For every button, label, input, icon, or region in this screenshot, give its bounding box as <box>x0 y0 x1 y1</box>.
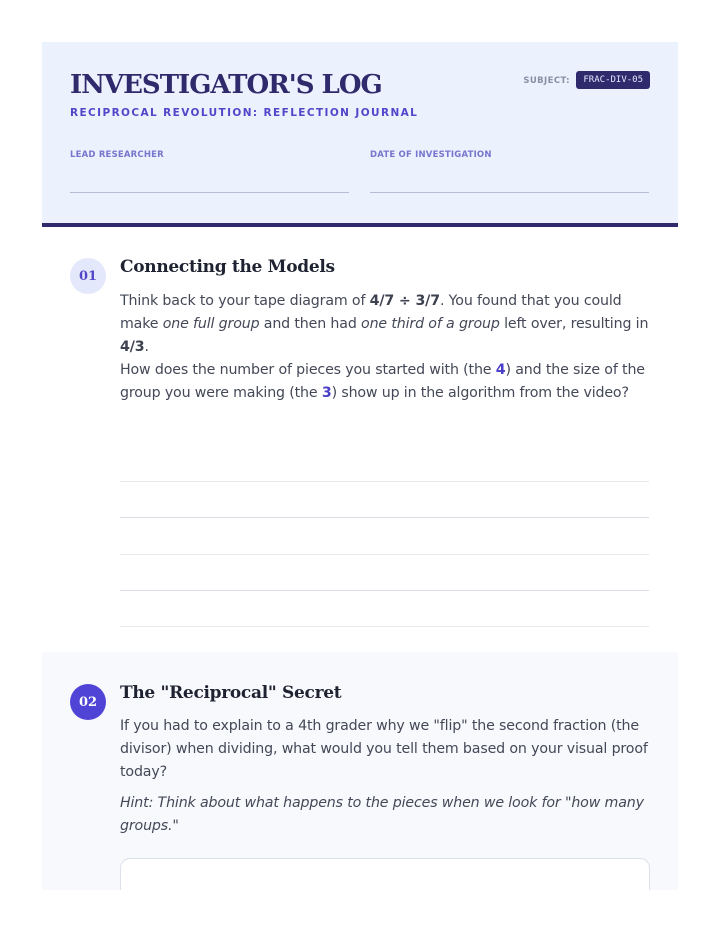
text-run: and then had <box>259 316 362 332</box>
worksheet-page <box>42 42 678 890</box>
prompt-paragraph-2 <box>120 359 650 405</box>
page-subtitle: RECIPROCAL REVOLUTION: REFLECTION JOURNAL <box>70 107 419 119</box>
subject-code-badge: FRAC-DIV-05 <box>576 71 650 89</box>
section-connecting-models <box>42 227 678 652</box>
section-number-badge: 02 <box>70 684 106 720</box>
lead-researcher-line[interactable] <box>70 192 349 193</box>
prompt-question: If you had to explain to a 4th grader why we "flip" the second fraction (the divisor) when dividing, what would you tell them based on your visual proof today? <box>120 718 648 780</box>
answer-lines[interactable] <box>120 446 649 627</box>
section-number-badge: 01 <box>70 258 106 294</box>
date-field[interactable] <box>370 150 649 193</box>
text-run: left over, resulting in <box>499 316 649 332</box>
answer-box[interactable] <box>120 858 650 890</box>
emphasis: one full group <box>162 316 260 332</box>
result-value: 4/3 <box>120 339 145 355</box>
text-run: . <box>144 339 149 355</box>
date-label: DATE OF INVESTIGATION <box>370 150 492 160</box>
text-run: . You found that you could make <box>120 293 622 332</box>
lead-researcher-label: LEAD RESEARCHER <box>70 150 164 160</box>
answer-line[interactable] <box>120 518 649 554</box>
page-title: INVESTIGATOR'S LOG <box>70 70 382 100</box>
prompt-paragraph-1 <box>120 290 650 359</box>
answer-line[interactable] <box>120 446 649 482</box>
answer-line[interactable] <box>120 555 649 591</box>
text-run: How does the number of pieces you started with (the <box>120 362 496 378</box>
date-line[interactable] <box>370 192 649 193</box>
answer-line[interactable] <box>120 482 649 518</box>
expression: 4/7 ÷ 3/7 <box>369 293 440 309</box>
highlight-number: 4 <box>495 362 506 378</box>
text-run: ) and the size of the group you were making (the <box>120 362 645 401</box>
answer-line[interactable] <box>120 591 649 627</box>
lead-researcher-field[interactable] <box>70 150 349 193</box>
section-title: Connecting the Models <box>120 257 335 277</box>
text-run: Think back to your tape diagram of <box>120 293 370 309</box>
section-reciprocal-secret <box>42 652 678 890</box>
emphasis: one third of a group <box>361 316 500 332</box>
log-header <box>42 42 678 227</box>
highlight-number: 3 <box>321 385 332 401</box>
text-run: ) show up in the algorithm from the video? <box>331 385 629 401</box>
section-title: The "Reciprocal" Secret <box>120 683 342 703</box>
hint-text: Hint: Think about what happens to the pieces when we look for "how many groups." <box>120 795 644 834</box>
subject-label: SUBJECT: <box>523 76 570 86</box>
